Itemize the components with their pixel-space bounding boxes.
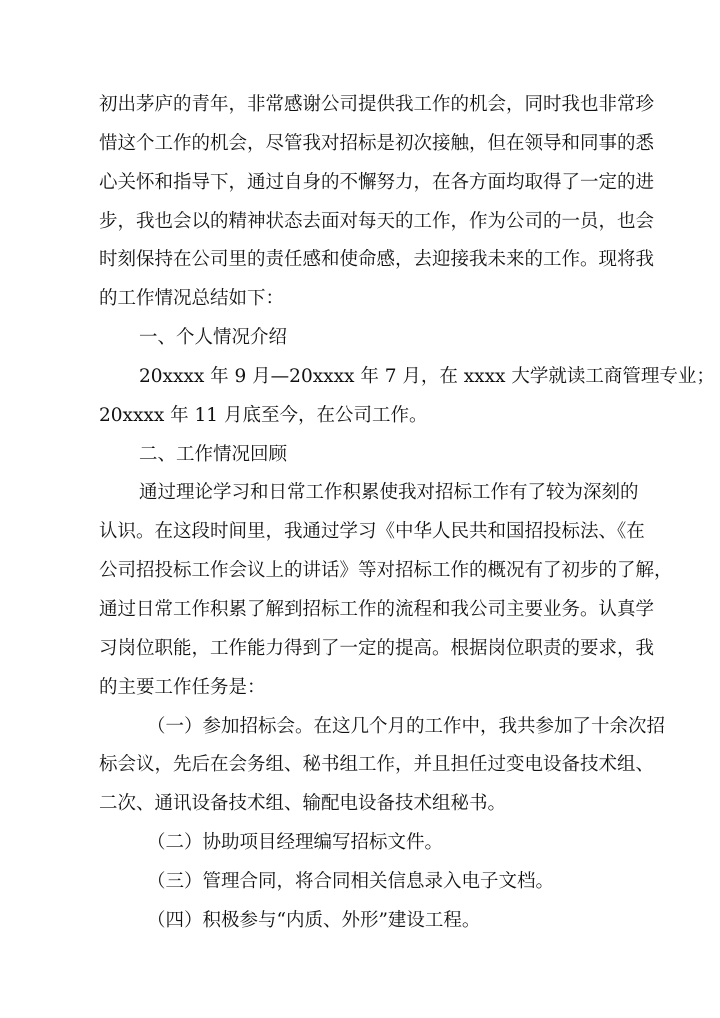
body-line: 的主要工作任务是： — [99, 676, 266, 698]
body-line: 认识。在这段时间里，我通过学习《中华人民共和国招投标法、《在 — [99, 521, 645, 543]
body-line: 公司招投标工作会议上的讲话》等对招标工作的概况有了初步的了解， — [99, 560, 673, 582]
list-item: （三）管理合同，将合同相关信息录入电子文档。 — [147, 870, 555, 892]
body-line: 二次、通讯设备技术组、输配电设备技术组秘书。 — [99, 793, 507, 815]
body-line: 时刻保持在公司里的责任感和使命感，去迎接我未来的工作。现将我 — [99, 249, 655, 271]
body-line: 的工作情况总结如下： — [99, 288, 285, 310]
body-line: 通过理论学习和日常工作积累使我对招标工作有了较为深刻的 — [139, 482, 639, 504]
body-line: 步，我也会以的精神状态去面对每天的工作，作为公司的一员，也会 — [99, 210, 655, 232]
section-heading: 一、个人情况介绍 — [139, 327, 288, 349]
list-item: （二）协助项目经理编写招标文件。 — [147, 832, 444, 854]
body-line: 心关怀和指导下，通过自身的不懈努力，在各方面均取得了一定的进 — [99, 171, 655, 193]
list-item: （四）积极参与“内质、外形”建设工程。 — [147, 909, 481, 931]
document-body — [99, 86, 715, 941]
list-item: （一）参加招标会。在这几个月的工作中，我共参加了十余次招 — [147, 715, 666, 737]
body-line: 标会议，先后在会务组、秘书组工作，并且担任过变电设备技术组、 — [99, 754, 655, 776]
body-line: 20xxxx 年 9 月—20xxxx 年 7 月，在 xxxx 大学就读工商管理专业； — [139, 365, 715, 387]
body-line: 初出茅庐的青年，非常感谢公司提供我工作的机会，同时我也非常珍 — [99, 94, 655, 115]
section-heading: 二、工作情况回顾 — [139, 443, 288, 465]
body-line: 20xxxx 年 11 月底至今，在公司工作。 — [99, 404, 428, 426]
body-line: 习岗位职能，工作能力得到了一定的提高。根据岗位职责的要求，我 — [99, 637, 655, 659]
body-line: 惜这个工作的机会，尽管我对招标是初次接触，但在领导和同事的悉 — [99, 132, 655, 154]
body-line: 通过日常工作积累了解到招标工作的流程和我公司主要业务。认真学 — [99, 598, 655, 620]
